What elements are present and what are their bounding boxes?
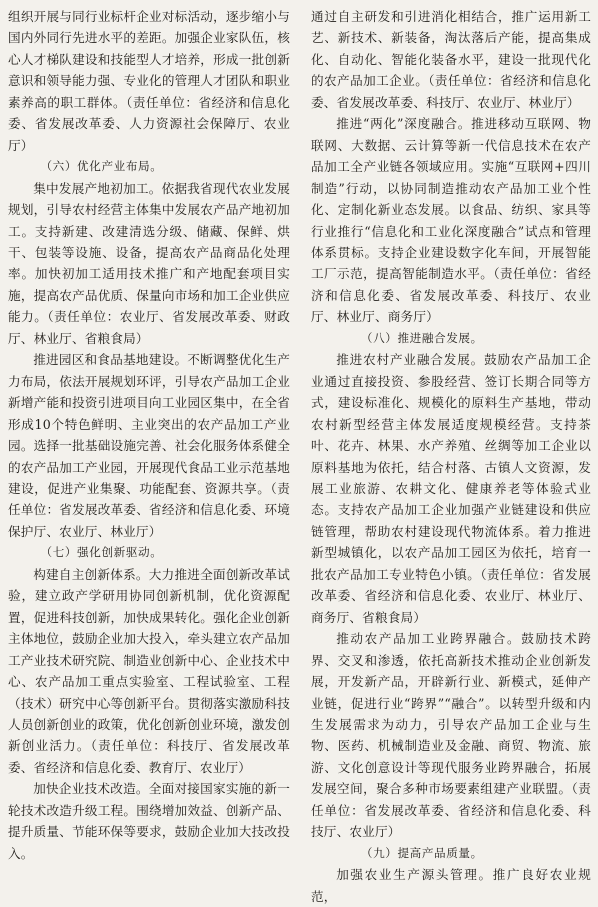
section-heading-9: （九）提高产品质量。 (360, 845, 483, 860)
left-column (8, 6, 290, 864)
paragraph-industrial-parks: 推进园区和食品基地建设。不断调整优化生产力布局，依法开展规划环评，引导农产品加工企业新增产能和投资引进项目向工业园区集中，在全省形成10个特色鲜明、主业突出的农产品加工产业园。选择一批基础设施完善、社会化服务体系健全的农产品加工产业园，开展现代食品工业示范基地建设，促进产业集聚、功能配套、资源共享。（责任单位：省发展改革委、省经济和信息化委、环境保护厅、农业厅、林业厅） (8, 352, 290, 539)
paragraph-primary-processing: 集中发展产地初加工。依据我省现代农业发展规划，引导农村经营主体集中发展农产品产地初加工。支持新建、改建清选分级、储藏、保鲜、烘干、包装等设施、设备，提高农产品商品化处理率。加快初加工适用技术推广和产地配套项目实施，提高农产品优质、保量向市场和加工企业供应能力。（责任单位：农业厅、省发展改革委、财政厅、林业厅、省粮食局） (8, 180, 290, 346)
right-column (311, 6, 591, 907)
section-heading-7: （七）强化创新驱动。 (40, 545, 163, 560)
paragraph-technical-upgrade: 加快企业技术改造。全面对接国家实施的新一轮技术改造升级工程。围绕增加效益、创新产品、提升质量、节能环保等要求，鼓励企业加大技改投入。 (8, 781, 290, 861)
paragraph-rural-integration: 推进农村产业融合发展。鼓励农产品加工企业通过直接投资、参股经营、签订长期合同等方式，建设标准化、规模化的原料生产基地，带动农村新型经营主体发展适度规模经营。支持茶叶、花卉、林果、水产养殖、丝绸等加工企业以原料基地为依托，结合村落、古镇人文资源，发展工业旅游、农耕文化、健康养老等体验式业态。支持农产品加工企业加强产业链建设和供应链管理，帮助农村建设现代物流体系。着力推进新型城镇化，以农产品加工园区为依托，培育一批农产品加工专业特色小镇。（责任单位：省发展改革委、省经济和信息化委、农业厅、林业厅、商务厅、省粮食局） (311, 352, 591, 625)
paragraph-talent-teams: 组织开展与同行业标杆企业对标活动，逐步缩小与国内外同行先进水平的差距。加强企业家队伍，核心人才梯队建设和技能型人才培养，形成一批创新意识和领导能力强、专业化的管理人才团队和职业素养高的职工群体。（责任单位：省经济和信息化委、省发展改革委、人力资源社会保障厅、农业厅） (8, 9, 290, 153)
paragraph-informatization: 推进“两化”深度融合。推进移动互联网、物联网、大数据、云计算等新一代信息技术在农产品加工全产业链各领域应用。实施“互联网+四川制造”行动，以协同制造推动农产品加工业个性化、定制化新业态发展。以食品、纺织、家具等行业推行“信息化和工业化深度融合”试点和管理体系贯标。支持企业建设数字化车间，开展智能工厂示范，提高智能制造水平。（责任单位：省经济和信息化委、省发展改革委、科技厅、农业厅、林业厅、商务厅） (311, 116, 591, 325)
paragraph-innovation-system: 构建自主创新体系。大力推进全面创新改革试验，建立政产学研用协同创新机制，优化资源配置，促进科技创新，加快成果转化。强化企业创新主体地位，鼓励企业加大投入，牵头建立农产品加工产业技术研究院、制造业创新中心、企业技术中心、农产品加工重点实验室、工程试验室、工程（技术）研究中心等创新平台。贯彻落实激励科技人员创新创业的政策，优化创新创业环境，激发创新创业活力。（责任单位：科技厅、省发展改革委、省经济和信息化委、教育厅、农业厅） (8, 566, 290, 775)
paragraph-source-management: 加强农业生产源头管理。推广良好农业规范， (311, 867, 591, 904)
section-heading-8: （八）推进融合发展。 (360, 330, 483, 345)
section-heading-6: （六）优化产业布局。 (40, 159, 163, 174)
paragraph-modern-enterprises: 通过自主研发和引进消化相结合，推广运用新工艺、新技术、新装备，淘汰落后产能，提高集成化、自动化、智能化装备水平，建设一批现代化的农产品加工企业。（责任单位：省经济和信息化委、省发展改革委、科技厅、农业厅、林业厅） (311, 9, 591, 110)
paragraph-cross-industry: 推动农产品加工业跨界融合。鼓励技术跨界、交叉和渗透，依托高新技术推动企业创新发展，开发新产品，开辟新行业、新模式，延伸产业链，促进行业“跨界”“融合”。以转型升级和内生发展需求为动力，引导农产品加工企业与生物、医药、机械制造业及金融、商贸、物流、旅游、文化创意设计等现代服务业跨界融合，拓展发展空间，聚合多种市场要素组建产业联盟。（责任单位：省发展改革委、省经济和信息化委、科技厅、农业厅） (311, 631, 591, 840)
